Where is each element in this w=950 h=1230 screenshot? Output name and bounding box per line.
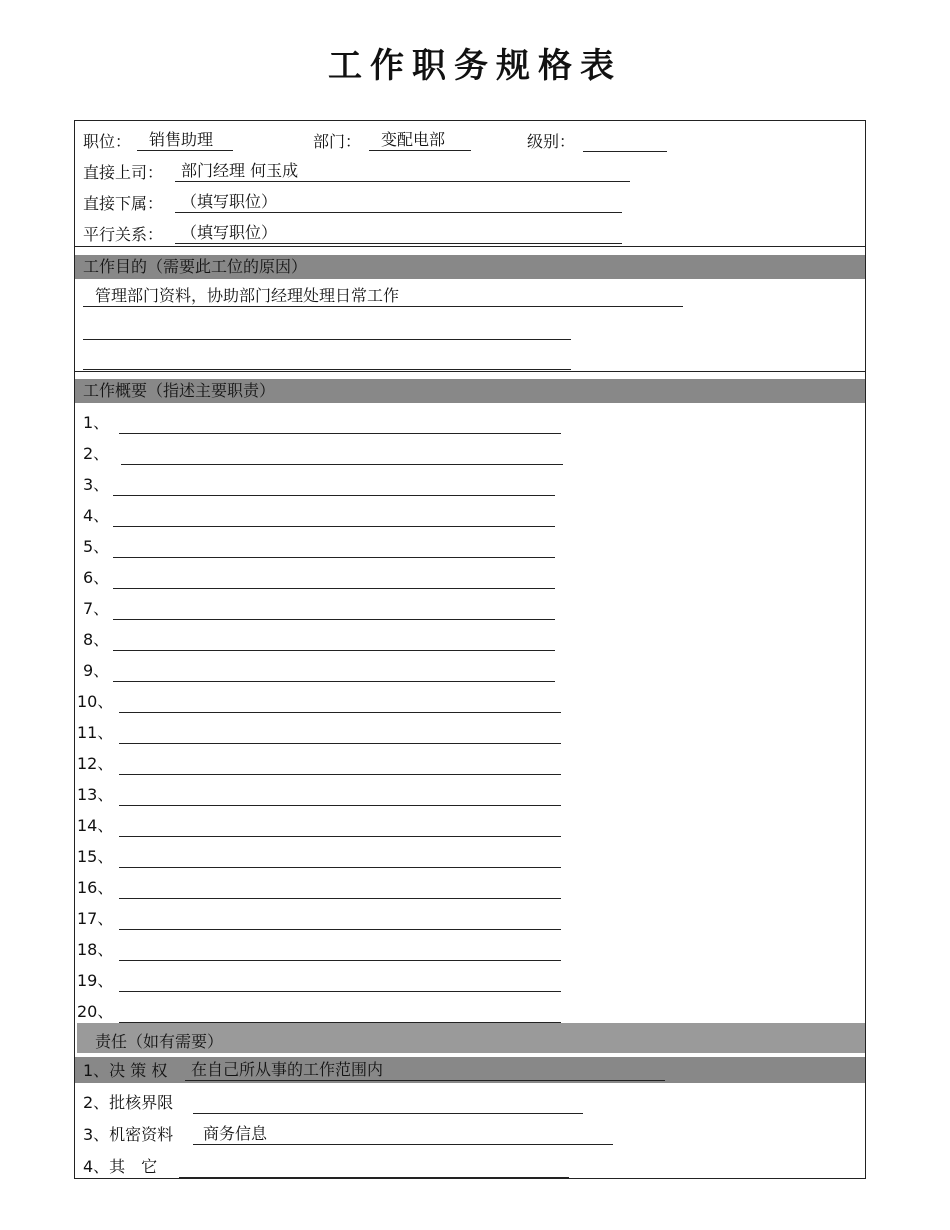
superior-label: 直接上司： <box>83 163 164 182</box>
divider <box>75 246 865 247</box>
summary-item-number: 15、 <box>77 847 114 866</box>
summary-item-number: 20、 <box>77 1002 114 1021</box>
purpose-line-1[interactable]: 管理部门资料，协助部门经理处理日常工作 <box>83 285 683 307</box>
summary-item-line[interactable] <box>119 938 561 961</box>
superior-field[interactable]: 部门经理 何玉成 <box>175 160 630 182</box>
resp-label-other: 4、其 它 <box>83 1157 158 1176</box>
summary-item-number: 7、 <box>83 599 110 618</box>
position-label: 职位： <box>83 132 132 151</box>
summary-item-line[interactable] <box>119 814 561 837</box>
summary-item-line[interactable] <box>119 721 561 744</box>
subordinate-label: 直接下属： <box>83 194 164 213</box>
summary-item-line[interactable] <box>119 907 561 930</box>
position-field[interactable]: 销售助理 <box>137 129 233 151</box>
department-label: 部门： <box>313 132 362 151</box>
summary-item-line[interactable] <box>119 752 561 775</box>
page-title: 工作职务规格表 <box>328 46 622 86</box>
level-field[interactable] <box>583 129 667 152</box>
summary-item-line[interactable] <box>119 845 561 868</box>
summary-item-line[interactable] <box>113 597 555 620</box>
summary-item-number: 14、 <box>77 816 114 835</box>
summary-item-number: 6、 <box>83 568 110 587</box>
summary-item-number: 19、 <box>77 971 114 990</box>
summary-item-line[interactable] <box>113 535 555 558</box>
summary-item-line[interactable] <box>121 442 563 465</box>
resp-label-confidential: 3、机密资料 <box>83 1125 174 1144</box>
summary-item-line[interactable] <box>113 504 555 527</box>
resp-field-confidential[interactable]: 商务信息 <box>193 1123 613 1145</box>
subordinate-field[interactable]: （填写职位） <box>175 191 622 213</box>
summary-item-number: 8、 <box>83 630 110 649</box>
parallel-label: 平行关系： <box>83 225 164 244</box>
summary-item-line[interactable] <box>119 783 561 806</box>
resp-field-other[interactable] <box>179 1155 569 1178</box>
summary-item-line[interactable] <box>119 876 561 899</box>
purpose-line-3[interactable] <box>83 347 571 370</box>
summary-item-number: 11、 <box>77 723 114 742</box>
summary-item-number: 16、 <box>77 878 114 897</box>
summary-item-line[interactable] <box>113 566 555 589</box>
responsibility-heading: 责任（如有需要） <box>77 1023 865 1055</box>
summary-item-number: 17、 <box>77 909 114 928</box>
summary-item-line[interactable] <box>119 690 561 713</box>
purpose-line-2[interactable] <box>83 317 571 340</box>
summary-item-number: 10、 <box>77 692 114 711</box>
divider <box>75 371 865 372</box>
summary-item-line[interactable] <box>119 411 561 434</box>
resp-field-decision[interactable]: 在自己所从事的工作范围内 <box>185 1059 665 1081</box>
summary-item-number: 4、 <box>83 506 110 525</box>
level-label: 级别： <box>527 132 576 151</box>
department-field[interactable]: 变配电部 <box>369 129 471 151</box>
summary-item-number: 5、 <box>83 537 110 556</box>
resp-field-approval[interactable] <box>193 1091 583 1114</box>
summary-item-number: 18、 <box>77 940 114 959</box>
summary-item-number: 3、 <box>83 475 110 494</box>
purpose-heading: 工作目的（需要此工位的原因） <box>75 255 865 279</box>
summary-item-number: 1、 <box>83 413 110 432</box>
summary-item-line[interactable] <box>113 473 555 496</box>
summary-heading: 工作概要（指述主要职责） <box>75 379 865 403</box>
summary-item-line[interactable] <box>119 969 561 992</box>
summary-item-line[interactable] <box>113 628 555 651</box>
summary-item-number: 12、 <box>77 754 114 773</box>
parallel-field[interactable]: （填写职位） <box>175 222 622 244</box>
summary-item-number: 13、 <box>77 785 114 804</box>
summary-item-line[interactable] <box>113 659 555 682</box>
summary-item-number: 2、 <box>83 444 110 463</box>
job-spec-form <box>74 120 866 1179</box>
resp-label-approval: 2、批核界限 <box>83 1093 174 1112</box>
resp-label-decision: 1、决 策 权 <box>83 1061 168 1080</box>
summary-item-number: 9、 <box>83 661 110 680</box>
summary-item-line[interactable] <box>119 1000 561 1023</box>
